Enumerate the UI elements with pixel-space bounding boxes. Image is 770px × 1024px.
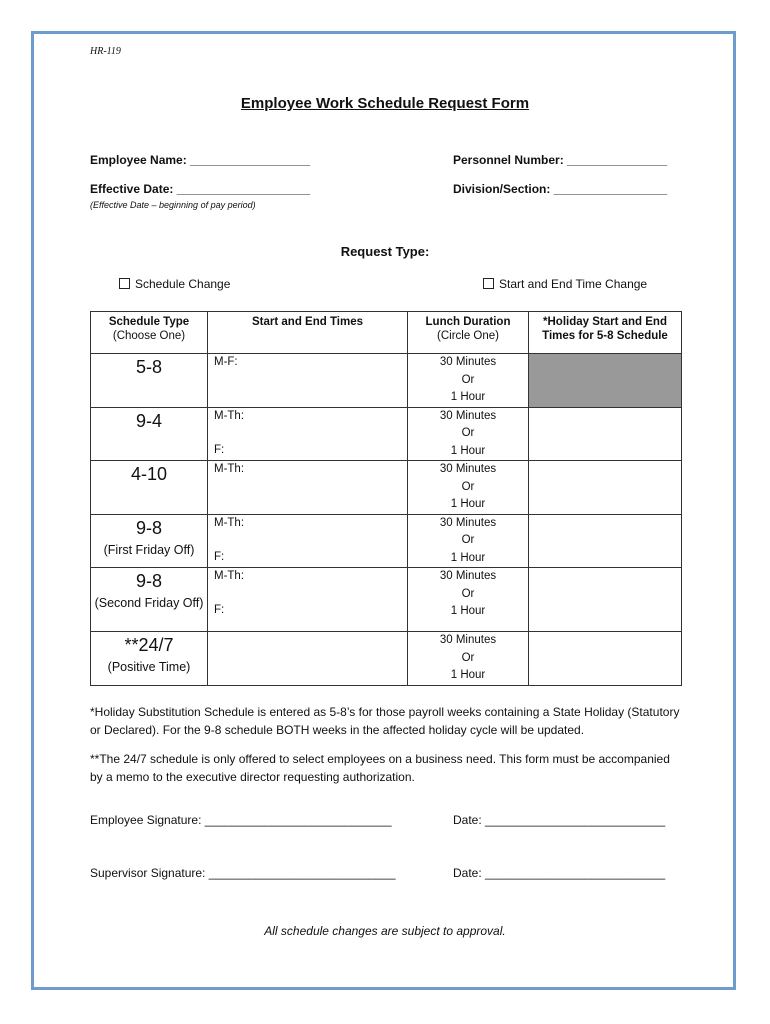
time-change-label: Start and End Time Change — [499, 277, 648, 291]
header-start-end-times: Start and End Times — [208, 312, 408, 354]
header-holiday-times: *Holiday Start and End Times for 5-8 Schedule — [529, 312, 682, 354]
header-lunch-duration: Lunch Duration (Circle One) — [408, 312, 529, 354]
start-end-times-cell[interactable] — [208, 632, 408, 686]
schedule-type-cell[interactable]: 4-10 — [91, 461, 208, 515]
employee-date-field[interactable]: Date: ___________________________ — [453, 813, 666, 827]
lunch-duration-cell[interactable]: 30 Minutes Or 1 Hour — [408, 568, 529, 632]
header-schedule-type: Schedule Type (Choose One) — [91, 312, 208, 354]
lunch-duration-cell[interactable]: 30 Minutes Or 1 Hour — [408, 354, 529, 408]
table-row — [91, 632, 682, 686]
lunch-duration-cell[interactable]: 30 Minutes Or 1 Hour — [408, 632, 529, 686]
lunch-duration-cell[interactable]: 30 Minutes Or 1 Hour — [408, 514, 529, 568]
holiday-times-cell[interactable] — [529, 514, 682, 568]
schedule-table — [90, 311, 682, 686]
table-row — [91, 354, 682, 408]
form-code: HR-119 — [90, 46, 121, 57]
table-row — [91, 514, 682, 568]
schedule-change-checkbox[interactable] — [119, 278, 130, 289]
start-end-times-cell[interactable]: M-Th: F: — [208, 568, 408, 632]
time-change-option[interactable] — [483, 277, 647, 291]
schedule-type-cell[interactable]: 5-8 — [91, 354, 208, 408]
table-row — [91, 568, 682, 632]
holiday-substitution-note: *Holiday Substitution Schedule is entered as 5-8’s for those payroll weeks containing a State Holiday (Statutory or Declared). For the 9-8 schedule BOTH weeks in the affected holiday cycle will be updated. — [90, 705, 680, 737]
schedule-type-cell[interactable]: 9-8 (First Friday Off) — [91, 514, 208, 568]
employee-signature-field[interactable]: Employee Signature: ____________________________ — [90, 813, 392, 827]
schedule-247-note: **The 24/7 schedule is only offered to select employees on a business need. This form must be accompanied by a memo to the executive director requesting authorization. — [90, 752, 670, 784]
holiday-times-cell[interactable] — [529, 407, 682, 461]
holiday-times-cell[interactable] — [529, 568, 682, 632]
lunch-duration-cell[interactable]: 30 Minutes Or 1 Hour — [408, 407, 529, 461]
form-title: Employee Work Schedule Request Form — [240, 95, 530, 112]
start-end-times-cell[interactable]: M-Th: F: — [208, 514, 408, 568]
schedule-change-option[interactable] — [119, 277, 230, 291]
request-type-label: Request Type: — [340, 244, 430, 259]
table-header-row — [91, 312, 682, 354]
approval-footer: All schedule changes are subject to approval. — [264, 924, 506, 938]
schedule-type-cell[interactable]: **24/7 (Positive Time) — [91, 632, 208, 686]
time-change-checkbox[interactable] — [483, 278, 494, 289]
start-end-times-cell[interactable]: M-Th: F: — [208, 407, 408, 461]
effective-date-note: (Effective Date – beginning of pay period) — [90, 200, 256, 210]
holiday-times-cell-shaded — [529, 354, 682, 408]
personnel-number-field[interactable]: Personnel Number: _______________ — [453, 153, 668, 167]
table-row — [91, 407, 682, 461]
start-end-times-cell[interactable]: M-F: — [208, 354, 408, 408]
effective-date-field[interactable]: Effective Date: ____________________ — [90, 182, 311, 196]
table-row — [91, 461, 682, 515]
holiday-times-cell[interactable] — [529, 632, 682, 686]
schedule-type-cell[interactable]: 9-8 (Second Friday Off) — [91, 568, 208, 632]
supervisor-date-field[interactable]: Date: ___________________________ — [453, 866, 666, 880]
supervisor-signature-field[interactable]: Supervisor Signature: ____________________________ — [90, 866, 396, 880]
start-end-times-cell[interactable]: M-Th: — [208, 461, 408, 515]
holiday-times-cell[interactable] — [529, 461, 682, 515]
employee-name-field[interactable]: Employee Name: __________________ — [90, 153, 311, 167]
lunch-duration-cell[interactable]: 30 Minutes Or 1 Hour — [408, 461, 529, 515]
division-section-field[interactable]: Division/Section: _________________ — [453, 182, 668, 196]
schedule-type-cell[interactable]: 9-4 — [91, 407, 208, 461]
schedule-change-label: Schedule Change — [135, 277, 231, 291]
